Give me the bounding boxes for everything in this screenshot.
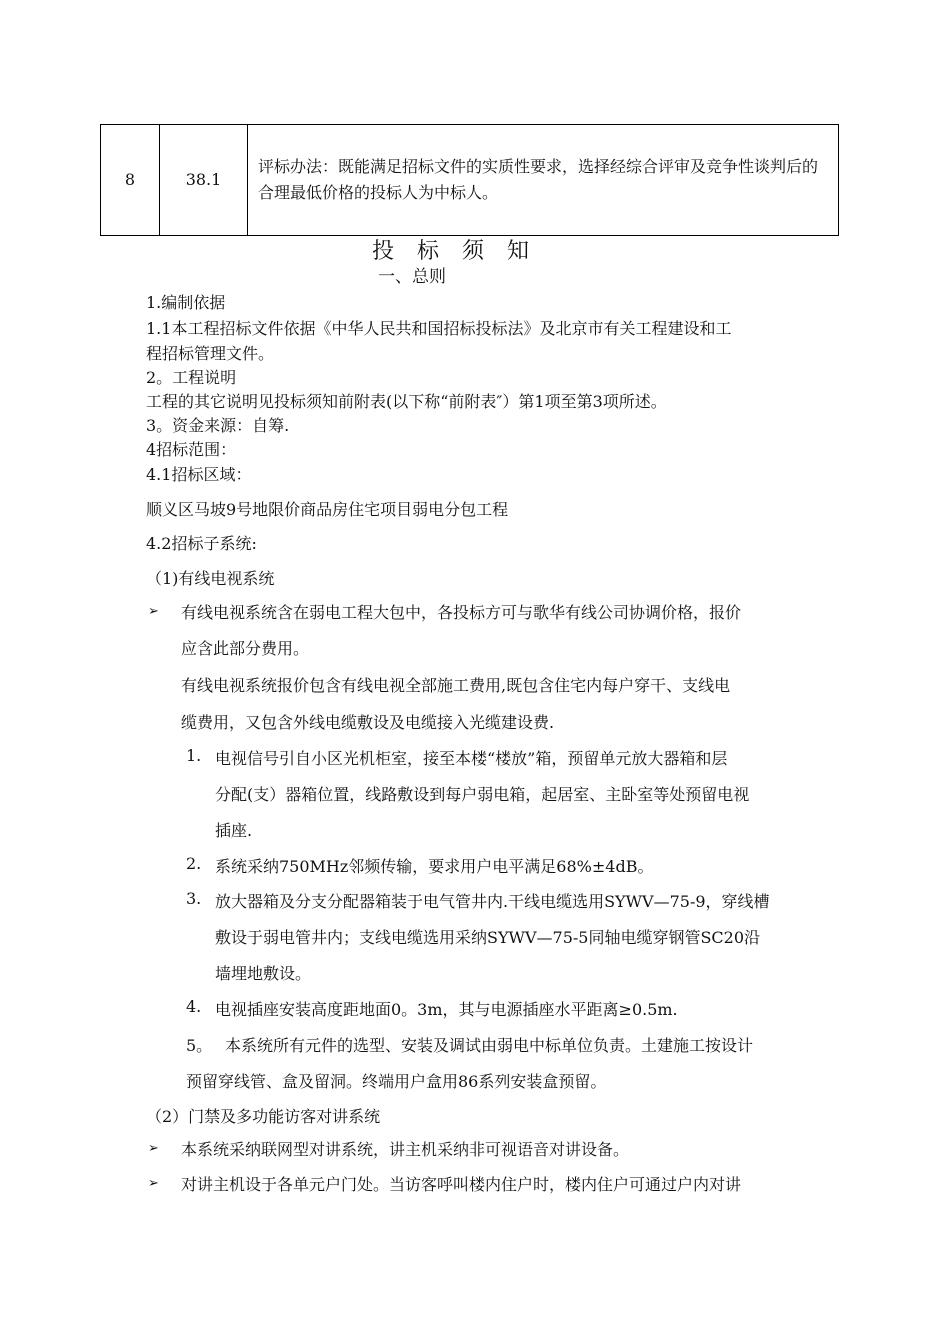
table-row (101, 125, 839, 236)
list-number: 1. (186, 746, 202, 765)
text-line: 对讲主机设于各单元户门处。当访客呼叫楼内住户时，楼内住户可通过户内对讲 (181, 1175, 742, 1194)
text-line: 有线电视系统报价包含有线电视全部施工费用,既包含住宅内每户穿干、支线电 (181, 676, 731, 695)
text-line: 缆费用，又包含外线电缆敷设及电缆接入光缆建设费. (181, 713, 555, 732)
section-heading: 一、总则 (378, 267, 446, 287)
subsection-heading: （2）门禁及多功能访客对讲系统 (146, 1107, 381, 1126)
text-line: 1.1本工程招标文件依据《中华人民共和国招标投标法》及北京市有关工程建设和工 (146, 319, 732, 338)
text-line: 本系统采纳联网型对讲系统，讲主机采纳非可视语音对讲设备。 (181, 1140, 630, 1159)
list-item-line: 预留穿线管、盒及留洞。终端用户盒用86系列安装盒预留。 (186, 1072, 607, 1091)
list-number: 4. (186, 997, 202, 1016)
list-item-line: 电视插座安装高度距地面0。3m，其与电源插座水平距离≥0.5m. (215, 1000, 678, 1019)
list-item-line: 系统采纳750MHz邻频传输，要求用户电平满足68%±4dB。 (215, 857, 654, 876)
list-item-line: 放大器箱及分支分配器箱装于电气管井内.干线电缆选用SYWV—75-9，穿线槽 (215, 892, 770, 911)
bullet-arrow-icon: ➢ (148, 604, 159, 619)
text-line: 有线电视系统含在弱电工程大包中，各投标方可与歌华有线公司协调价格，报价 (181, 603, 742, 622)
bullet-arrow-icon: ➢ (148, 1141, 159, 1156)
row-content: 评标办法：既能满足招标文件的实质性要求，选择经综合评审及竞争性谈判后的合理最低价格的投标人为中标人。 (248, 125, 839, 236)
text-line: 程招标管理文件。 (146, 344, 275, 363)
document-title: 投 标 须 知 (372, 239, 537, 264)
pre-table (100, 124, 839, 236)
text-line: 4.2招标子系统: (146, 534, 257, 553)
list-item-line: 墙埋地敷设。 (215, 964, 312, 983)
text-line: 4.1招标区域： (146, 465, 252, 484)
list-item-line: 电视信号引自小区光机柜室，接至本楼“楼放”箱，预留单元放大器箱和层 (215, 749, 728, 768)
list-number: 3. (186, 889, 202, 908)
clause-number: 38.1 (160, 125, 248, 236)
list-number: 5。 (186, 1036, 213, 1055)
list-item-line: 敷设于弱电管井内；支线电缆选用采纳SYWV—75-5同轴电缆穿钢管SC20沿 (215, 928, 761, 947)
text-line: 顺义区马坡9号地限价商品房住宅项目弱电分包工程 (146, 500, 509, 519)
list-item-line: 本系统所有元件的选型、安装及调试由弱电中标单位负责。土建施工按设计 (225, 1036, 754, 1055)
list-item-line: 分配(支）器箱位置，线路敷设到每户弱电箱，起居室、主卧室等处预留电视 (215, 785, 750, 804)
bullet-arrow-icon: ➢ (148, 1176, 159, 1191)
text-line: 工程的其它说明见投标须知前附表(以下称“前附表″）第1项至第3项所述。 (146, 392, 667, 411)
row-number: 8 (101, 125, 160, 236)
list-item-line: 插座. (215, 821, 253, 840)
text-line: 1.编制依据 (146, 293, 226, 312)
subsection-heading: （1)有线电视系统 (146, 569, 275, 588)
text-line: 4招标范围： (146, 440, 237, 459)
text-line: 应含此部分费用。 (181, 639, 310, 658)
text-line: 2。工程说明 (146, 368, 237, 387)
text-line: 3。资金来源：自筹. (146, 416, 290, 435)
list-number: 2. (186, 854, 202, 873)
